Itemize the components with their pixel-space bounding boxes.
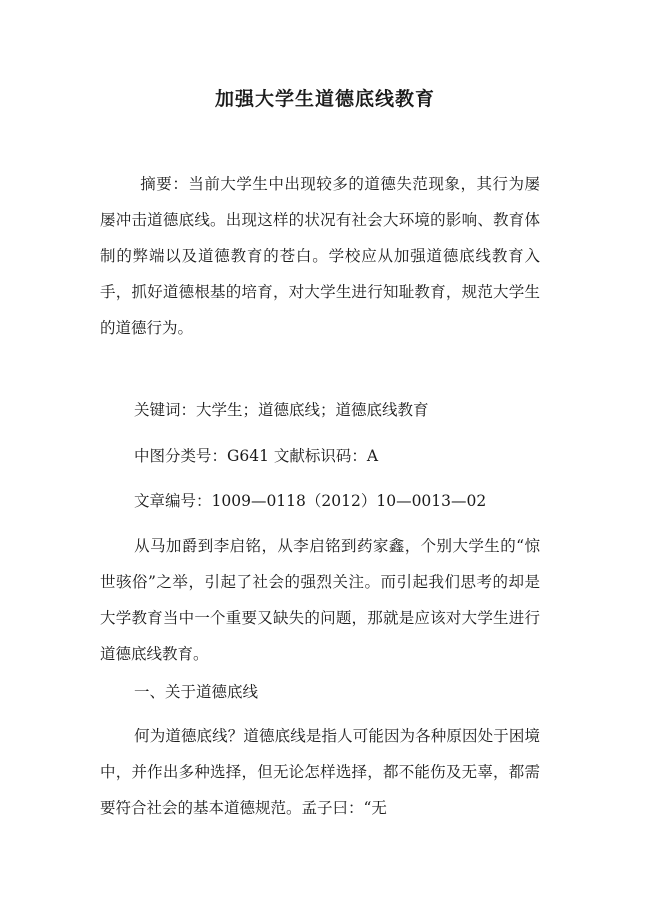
intro-paragraph-block [100,528,540,672]
intro-paragraph: 从马加爵到李启铭，从李启铭到药家鑫，个别大学生的“惊世骇俗”之举，引起了社会的强烈关注。而引起我们思考的却是大学教育当中一个重要又缺失的问题，那就是应该对大学生进行道德底线教育。 [100,537,540,663]
classification-line: 中图分类号：G641 文献标识码：A [134,447,379,465]
keywords-line: 关键词：大学生；道德底线；道德底线教育 [134,401,429,419]
section-paragraph: 何为道德底线？道德底线是指人可能因为各种原因处于困境中，并作出多种选择，但无论怎样选择，都不能伤及无辜，都需要符合社会的基本道德规范。孟子曰：“无 [100,727,540,817]
document-title: 加强大学生道德底线教育 [214,88,435,110]
abstract-block [100,166,540,346]
article-number-line: 文章编号：1009—0118（2012）10—0013—02 [134,492,487,510]
section-paragraph-block [100,718,540,826]
section-heading: 一、关于道德底线 [134,683,259,701]
abstract-text: 摘要：当前大学生中出现较多的道德失范现象，其行为屡屡冲击道德底线。出现这样的状况有社会大环境的影响、教育体制的弊端以及道德教育的苍白。学校应从加强道德底线教育入手，抓好道德根基的培育，对大学生进行知耻教育，规范大学生的道德行为。 [100,175,540,337]
